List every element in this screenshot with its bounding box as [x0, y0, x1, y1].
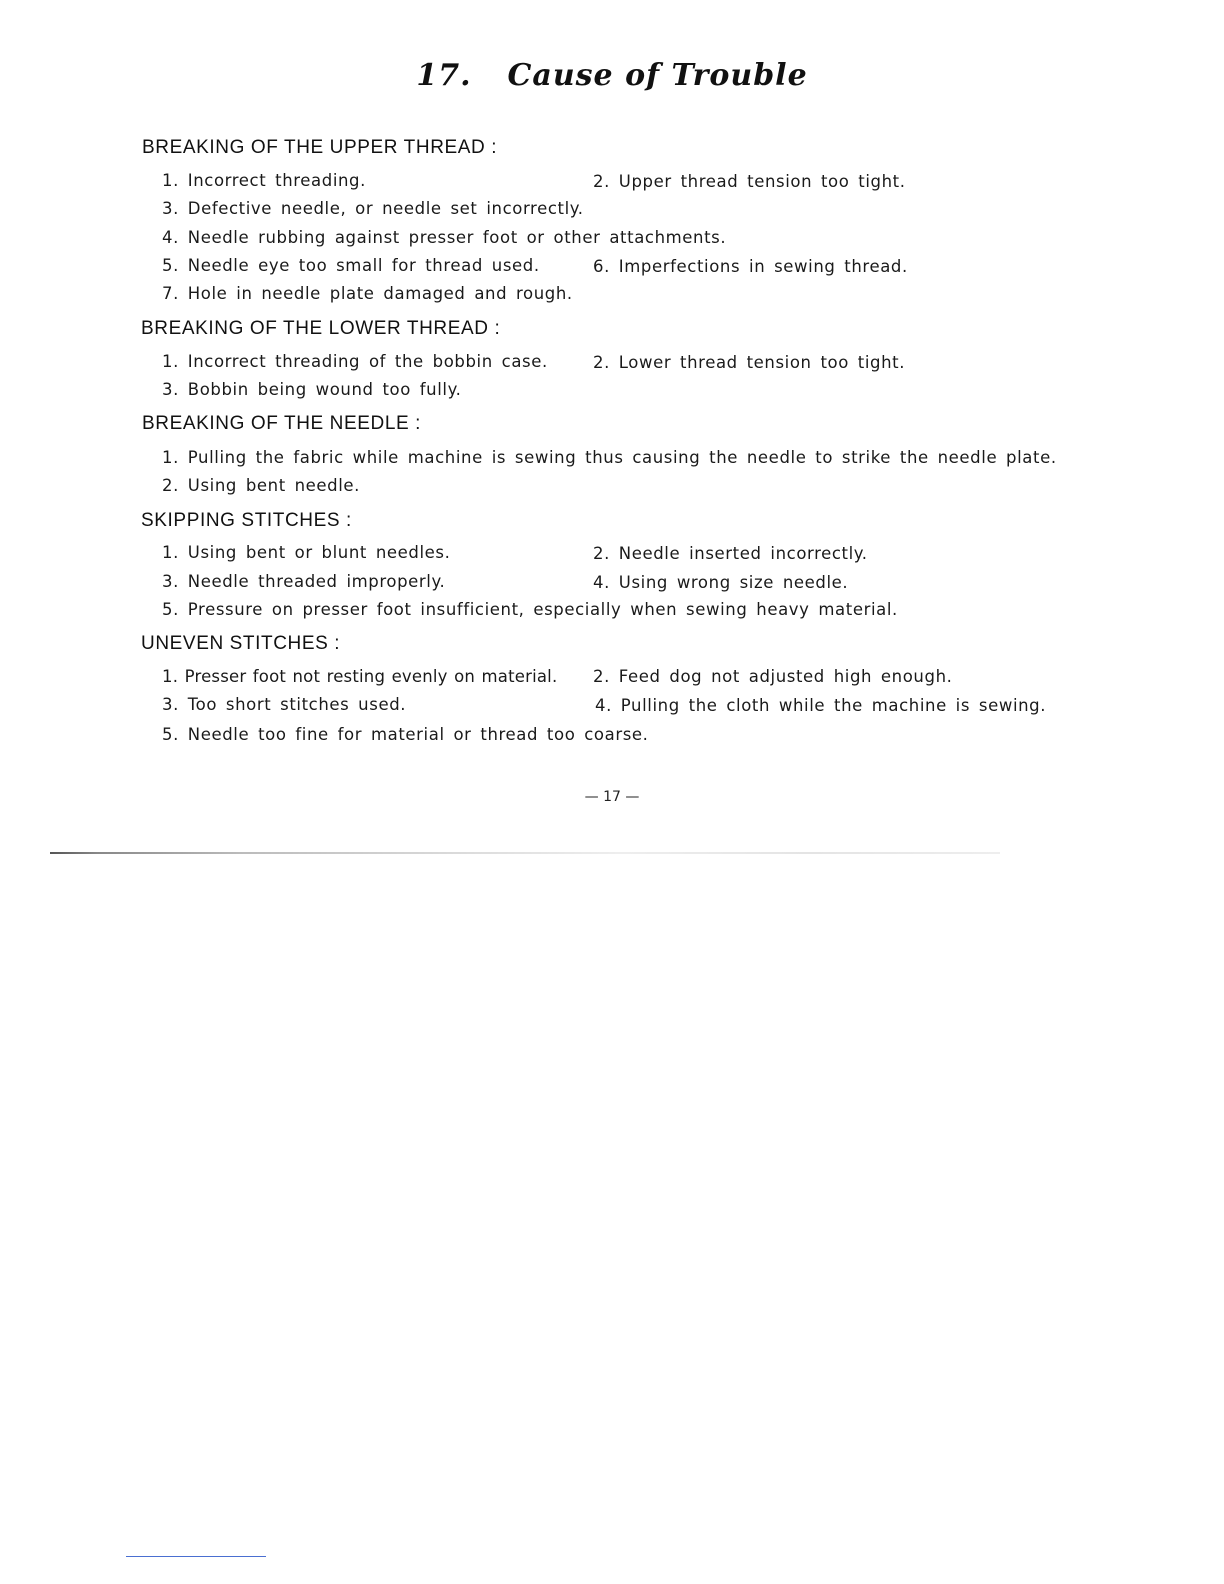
list-item: 4. Using wrong size needle. [593, 573, 849, 592]
list-item: 4. Pulling the cloth while the machine is sewing. [595, 696, 1047, 715]
list-item: 2. Upper thread tension too tight. [593, 172, 906, 191]
list-item: 1. Pulling the fabric while machine is sewing thus causing the needle to strike the needle plate. [162, 448, 1057, 467]
title-text: Cause of Trouble [507, 58, 808, 93]
heading-lower-thread: BREAKING OF THE LOWER THREAD : [141, 318, 501, 339]
list-item: 1. Incorrect threading. [162, 171, 366, 190]
list-item: 5. Needle eye too small for thread used. [162, 256, 540, 275]
list-item: 5. Needle too fine for material or thread too coarse. [162, 725, 649, 744]
list-item: 3. Bobbin being wound too fully. [162, 380, 462, 399]
title-number: 17. [416, 58, 472, 93]
list-item: 1. Incorrect threading of the bobbin case. [162, 352, 548, 371]
bottom-rule [126, 1556, 266, 1557]
list-item: 1. Using bent or blunt needles. [162, 543, 451, 562]
list-item: 2. Lower thread tension too tight. [593, 353, 906, 372]
heading-skipping-stitches: SKIPPING STITCHES : [141, 510, 352, 531]
scan-artifact-line [50, 852, 1000, 854]
list-item: 3. Needle threaded improperly. [162, 572, 446, 591]
page-number: — 17 — [584, 789, 640, 805]
list-item: 2. Needle inserted incorrectly. [593, 544, 868, 563]
list-item: 5. Pressure on presser foot insufficient, especially when sewing heavy material. [162, 600, 898, 619]
list-item: 6. Imperfections in sewing thread. [593, 257, 908, 276]
list-item: 2. Feed dog not adjusted high enough. [593, 667, 953, 686]
list-item: 4. Needle rubbing against presser foot or other attachments. [162, 228, 727, 247]
list-item: 2. Using bent needle. [162, 476, 361, 495]
heading-uneven-stitches: UNEVEN STITCHES : [141, 633, 341, 654]
heading-upper-thread: BREAKING OF THE UPPER THREAD : [142, 137, 498, 158]
list-item: 3. Too short stitches used. [162, 695, 407, 714]
page-title [0, 58, 1224, 93]
list-item: 3. Defective needle, or needle set incorrectly. [162, 199, 584, 218]
list-item: 1. Presser foot not resting evenly on material. [162, 667, 558, 686]
heading-breaking-needle: BREAKING OF THE NEEDLE : [142, 413, 422, 434]
list-item: 7. Hole in needle plate damaged and rough. [162, 284, 573, 303]
